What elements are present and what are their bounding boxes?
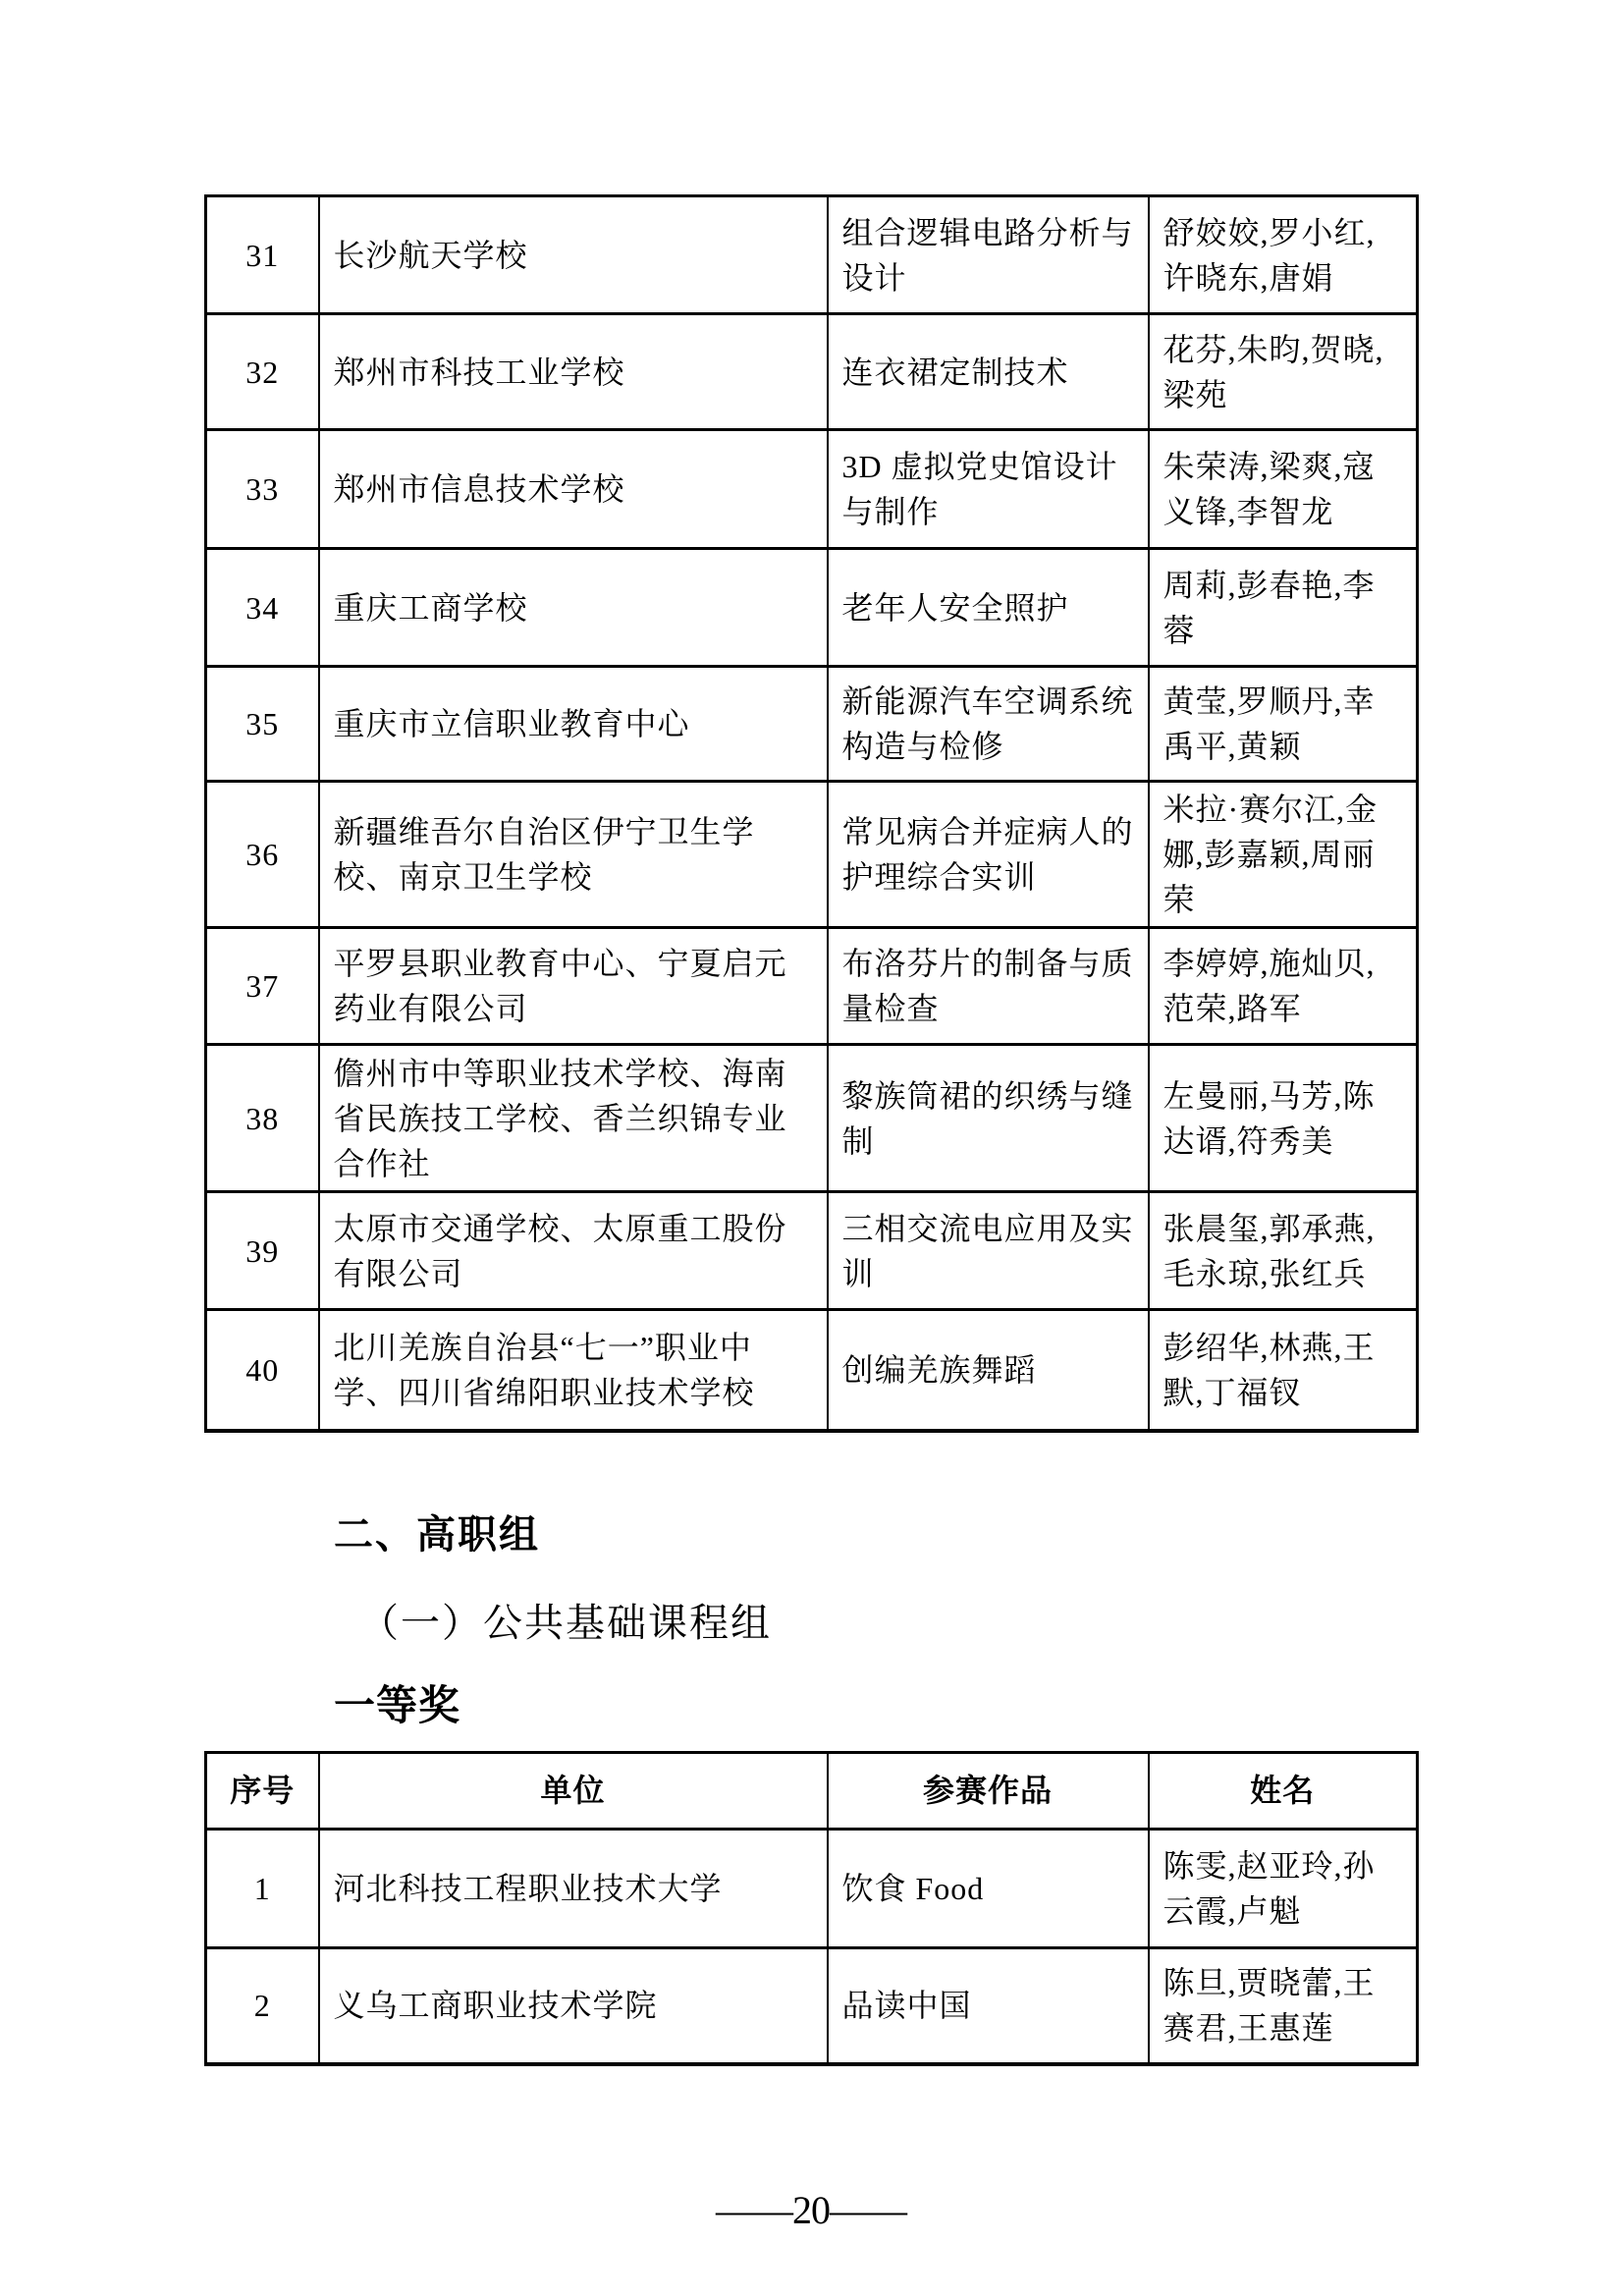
unit-cell: 义乌工商职业技术学院 [319, 1947, 828, 2064]
work-cell: 常见病合并症病人的护理综合实训 [828, 782, 1149, 928]
names-cell: 彭绍华,林燕,王默,丁福钗 [1149, 1310, 1418, 1431]
unit-cell: 新疆维吾尔自治区伊宁卫生学校、南京卫生学校 [319, 782, 828, 928]
page-number: ——20—— [716, 2188, 906, 2232]
table-row [206, 430, 1418, 549]
serial-number-cell: 1 [206, 1829, 319, 1947]
work-cell: 组合逻辑电路分析与设计 [828, 196, 1149, 314]
work-cell: 老年人安全照护 [828, 549, 1149, 667]
table-row [206, 667, 1418, 782]
table-row [206, 782, 1418, 928]
column-header-serial-number: 序号 [206, 1752, 319, 1829]
table-row [206, 314, 1418, 430]
names-cell: 李婷婷,施灿贝,范荣,路军 [1149, 928, 1418, 1045]
unit-cell: 儋州市中等职业技术学校、海南省民族技工学校、香兰织锦专业合作社 [319, 1045, 828, 1192]
unit-cell: 太原市交通学校、太原重工股份有限公司 [319, 1192, 828, 1310]
table-row [206, 928, 1418, 1045]
names-cell: 陈雯,赵亚玲,孙云霞,卢魁 [1149, 1829, 1418, 1947]
work-cell: 三相交流电应用及实训 [828, 1192, 1149, 1310]
subsection-heading-public-basic-course-group: （一）公共基础课程组 [359, 1601, 772, 1645]
serial-number-cell: 31 [206, 196, 319, 314]
unit-cell: 重庆工商学校 [319, 549, 828, 667]
work-cell: 新能源汽车空调系统构造与检修 [828, 667, 1149, 782]
names-cell: 陈旦,贾晓蕾,王赛君,王惠莲 [1149, 1947, 1418, 2064]
table-header-row [206, 1752, 1418, 1829]
serial-number-cell: 39 [206, 1192, 319, 1310]
table-row [206, 549, 1418, 667]
table-row [206, 196, 1418, 314]
table-row [206, 1829, 1418, 1947]
work-cell: 黎族筒裙的织绣与缝制 [828, 1045, 1149, 1192]
work-cell: 3D 虚拟党史馆设计与制作 [828, 430, 1149, 549]
table-row [206, 1310, 1418, 1431]
column-header-entry-work: 参赛作品 [828, 1752, 1149, 1829]
names-cell: 舒姣姣,罗小红,许晓东,唐娟 [1149, 196, 1418, 314]
names-cell: 米拉·赛尔江,金娜,彭嘉颖,周丽荣 [1149, 782, 1418, 928]
unit-cell: 郑州市科技工业学校 [319, 314, 828, 430]
names-cell: 朱荣涛,梁爽,寇义锋,李智龙 [1149, 430, 1418, 549]
names-cell: 花芬,朱昀,贺晓,梁苑 [1149, 314, 1418, 430]
section-heading-higher-vocational-group: 二、高职组 [334, 1512, 540, 1557]
column-header-unit: 单位 [319, 1752, 828, 1829]
table-row [206, 1045, 1418, 1192]
serial-number-cell: 37 [206, 928, 319, 1045]
unit-cell: 郑州市信息技术学校 [319, 430, 828, 549]
serial-number-cell: 35 [206, 667, 319, 782]
unit-cell: 北川羌族自治县“七一”职业中学、四川省绵阳职业技术学校 [319, 1310, 828, 1431]
work-cell: 品读中国 [828, 1947, 1149, 2064]
names-cell: 周莉,彭春艳,李蓉 [1149, 549, 1418, 667]
names-cell: 黄莹,罗顺丹,幸禹平,黄颖 [1149, 667, 1418, 782]
unit-cell: 长沙航天学校 [319, 196, 828, 314]
higher-vocational-first-prize-table [204, 1751, 1419, 2067]
work-cell: 连衣裙定制技术 [828, 314, 1149, 430]
secondary-vocational-awards-table-continued [204, 194, 1419, 1433]
serial-number-cell: 33 [206, 430, 319, 549]
table-row [206, 1192, 1418, 1310]
serial-number-cell: 38 [206, 1045, 319, 1192]
serial-number-cell: 34 [206, 549, 319, 667]
unit-cell: 平罗县职业教育中心、宁夏启元药业有限公司 [319, 928, 828, 1045]
names-cell: 张晨玺,郭承燕,毛永琼,张红兵 [1149, 1192, 1418, 1310]
serial-number-cell: 36 [206, 782, 319, 928]
names-cell: 左曼丽,马芳,陈达谞,符秀美 [1149, 1045, 1418, 1192]
award-level-heading-first-prize: 一等奖 [334, 1681, 461, 1728]
work-cell: 创编羌族舞蹈 [828, 1310, 1149, 1431]
column-header-names: 姓名 [1149, 1752, 1418, 1829]
work-cell: 布洛芬片的制备与质量检查 [828, 928, 1149, 1045]
table-row [206, 1947, 1418, 2064]
unit-cell: 重庆市立信职业教育中心 [319, 667, 828, 782]
work-cell: 饮食 Food [828, 1829, 1149, 1947]
document-content [204, 194, 1416, 2066]
unit-cell: 河北科技工程职业技术大学 [319, 1829, 828, 1947]
serial-number-cell: 40 [206, 1310, 319, 1431]
serial-number-cell: 2 [206, 1947, 319, 2064]
serial-number-cell: 32 [206, 314, 319, 430]
